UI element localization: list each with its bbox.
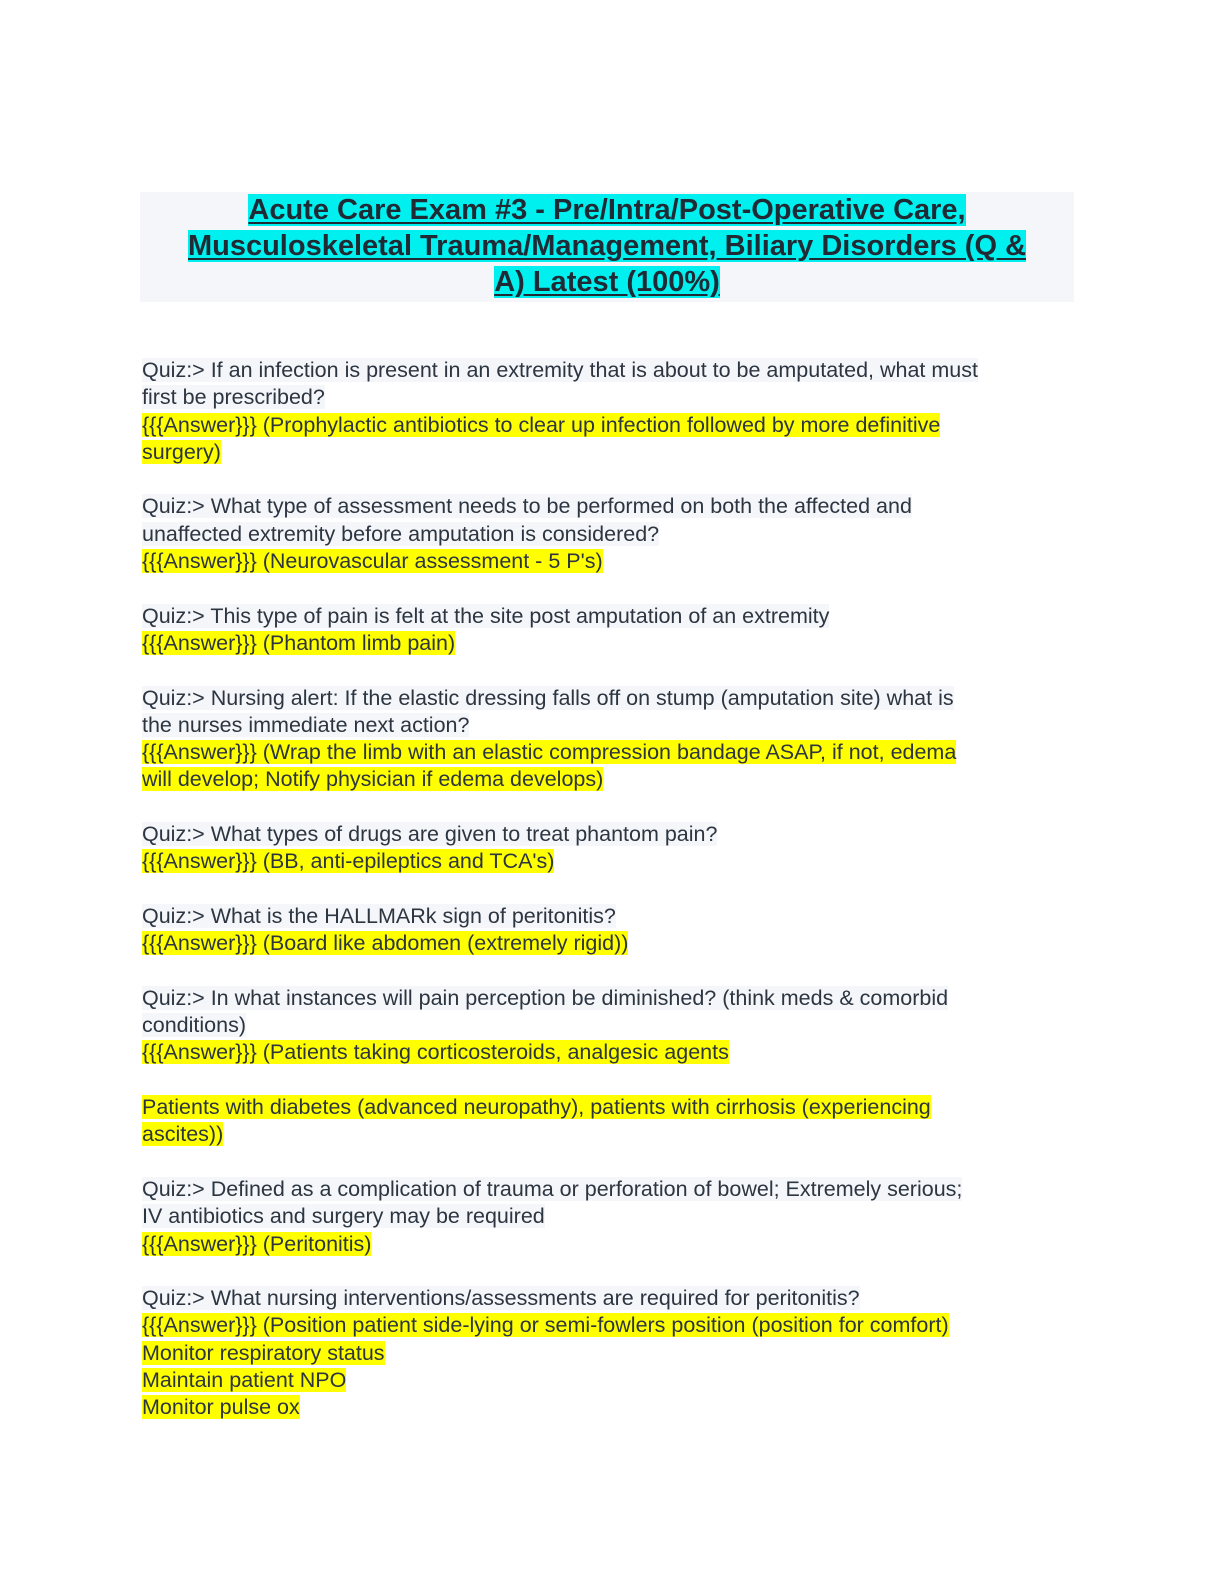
answer-line: {{{Answer}}} (Position patient side-lying or semi-fowlers position (position for comfort): [142, 1313, 949, 1338]
question-line: first be prescribed?: [142, 385, 325, 410]
qa-list: [142, 357, 1082, 1449]
question-line: conditions): [142, 1013, 246, 1038]
qa-item: [142, 493, 1082, 575]
question-line: Quiz:> Defined as a complication of trauma or perforation of bowel; Extremely serious;: [142, 1176, 963, 1201]
answer-line: {{{Answer}}} (Patients taking corticosteroids, analgesic agents: [142, 1040, 729, 1065]
title-line: A) Latest (100%): [494, 266, 720, 298]
answer-line: {{{Answer}}} (Peritonitis): [142, 1231, 372, 1256]
title-line: Musculoskeletal Trauma/Management, Biliary Disorders (Q &: [187, 230, 1027, 262]
answer-line: {{{Answer}}} (Wrap the limb with an elastic compression bandage ASAP, if not, edema: [142, 740, 957, 765]
question-line: Quiz:> Nursing alert: If the elastic dressing falls off on stump (amputation site) what is: [142, 685, 954, 710]
qa-item: [142, 985, 1082, 1067]
qa-item-continuation: [142, 1094, 1082, 1149]
answer-line: Patients with diabetes (advanced neuropathy), patients with cirrhosis (experiencing: [142, 1095, 931, 1120]
question-line: Quiz:> This type of pain is felt at the site post amputation of an extremity: [142, 603, 830, 628]
answer-line: {{{Answer}}} (BB, anti-epileptics and TCA's): [142, 849, 555, 874]
answer-line: ascites)): [142, 1122, 224, 1147]
question-line: Quiz:> What type of assessment needs to be performed on both the affected and: [142, 494, 912, 519]
question-line: the nurses immediate next action?: [142, 712, 470, 737]
qa-item: [142, 1176, 1082, 1258]
answer-line: will develop; Notify physician if edema develops): [142, 767, 604, 792]
qa-item: [142, 1285, 1082, 1421]
answer-line: Monitor pulse ox: [142, 1395, 300, 1420]
document-title: [140, 192, 1074, 302]
qa-item: [142, 357, 1082, 466]
qa-item: [142, 685, 1082, 794]
answer-line: Maintain patient NPO: [142, 1367, 347, 1392]
question-line: Quiz:> If an infection is present in an extremity that is about to be amputated, what must: [142, 358, 978, 382]
answer-line: {{{Answer}}} (Phantom limb pain): [142, 630, 456, 655]
answer-line: {{{Answer}}} (Prophylactic antibiotics to clear up infection followed by more definitive: [142, 412, 941, 437]
answer-line: surgery): [142, 439, 221, 464]
question-line: Quiz:> What is the HALLMARk sign of peritonitis?: [142, 903, 616, 928]
question-line: Quiz:> What types of drugs are given to treat phantom pain?: [142, 822, 718, 847]
question-line: Quiz:> What nursing interventions/assessments are required for peritonitis?: [142, 1286, 860, 1311]
answer-line: Monitor respiratory status: [142, 1340, 385, 1365]
question-line: unaffected extremity before amputation is considered?: [142, 521, 660, 546]
qa-item: [142, 603, 1082, 658]
answer-line: {{{Answer}}} (Board like abdomen (extremely rigid)): [142, 931, 629, 956]
answer-line: {{{Answer}}} (Neurovascular assessment - 5 P's): [142, 549, 603, 574]
qa-item: [142, 903, 1082, 958]
question-line: Quiz:> In what instances will pain perception be diminished? (think meds & comorbid: [142, 985, 949, 1010]
title-line: Acute Care Exam #3 - Pre/Intra/Post-Operative Care,: [248, 194, 966, 226]
question-line: IV antibiotics and surgery may be required: [142, 1204, 545, 1229]
qa-item: [142, 821, 1082, 876]
